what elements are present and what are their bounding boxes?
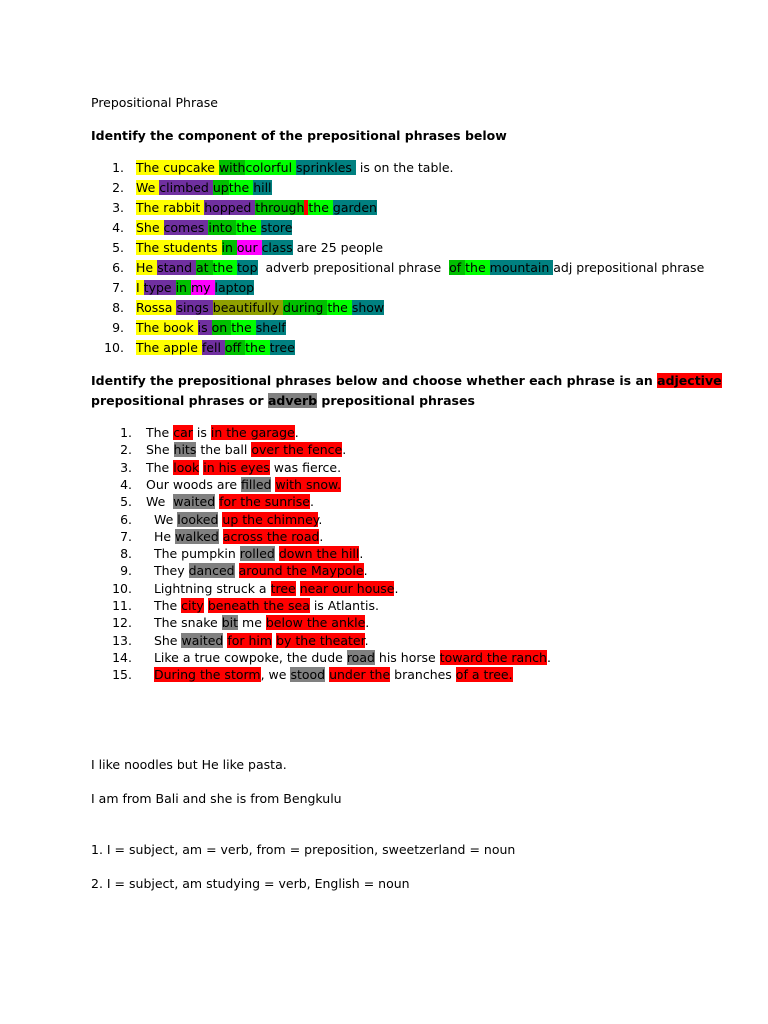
- highlighted-phrase: garden: [332, 200, 377, 215]
- highlighted-phrase: for him: [227, 632, 273, 648]
- highlighted-phrase: The apple: [136, 340, 202, 355]
- highlighted-phrase: is: [197, 320, 212, 335]
- plain-text: She: [146, 442, 174, 458]
- highlighted-phrase: the: [308, 200, 333, 215]
- plain-text: .: [364, 632, 369, 648]
- highlighted-phrase: The students: [136, 240, 222, 255]
- plain-text: is: [192, 425, 211, 440]
- plain-text: [146, 667, 154, 682]
- plain-text: .: [318, 511, 323, 527]
- list-item: [91, 459, 341, 476]
- plain-text: The: [146, 459, 174, 475]
- adverb-label: adverb: [267, 393, 318, 408]
- highlighted-phrase: the: [465, 260, 490, 275]
- list-item: [91, 511, 322, 528]
- highlighted-phrase: fell: [201, 340, 225, 355]
- plain-text: .: [546, 649, 551, 665]
- plain-text: .: [394, 580, 399, 596]
- list-item-number: 3.: [120, 459, 132, 475]
- list-item-number: 9.: [112, 320, 124, 335]
- highlighted-phrase: comes: [163, 220, 209, 235]
- highlighted-phrase: sings: [176, 300, 213, 315]
- highlighted-phrase: down the hill: [278, 546, 360, 562]
- highlighted-phrase: of: [449, 260, 466, 275]
- highlighted-phrase: He: [136, 260, 158, 275]
- highlighted-phrase: the: [228, 180, 254, 195]
- highlighted-phrase: near our house: [299, 580, 395, 596]
- list-item-number: 2.: [120, 442, 132, 458]
- plain-text: .: [294, 425, 299, 440]
- highlighted-phrase: in his eyes: [203, 459, 270, 475]
- highlighted-phrase: in: [221, 240, 237, 255]
- list-item-number: 5.: [112, 240, 124, 255]
- highlighted-phrase: Rossa: [136, 300, 177, 315]
- highlighted-phrase: laptop: [214, 280, 255, 295]
- highlighted-phrase: in: [175, 280, 191, 295]
- highlighted-phrase: tree: [270, 580, 296, 596]
- plain-text: are 25 people: [292, 240, 384, 255]
- plain-text: Like a true cowpoke, the dude: [146, 649, 347, 665]
- paragraph-noodles: I like noodles but He like pasta.: [91, 757, 287, 772]
- highlighted-phrase: The book: [136, 320, 198, 335]
- plain-text: Our woods are: [146, 476, 242, 492]
- highlighted-phrase: danced: [188, 563, 235, 579]
- highlighted-phrase: look: [173, 459, 200, 475]
- list-item: [91, 528, 323, 545]
- highlighted-phrase: type: [143, 280, 176, 295]
- list-item-number: 6.: [112, 260, 124, 275]
- highlighted-phrase: waited: [173, 494, 216, 510]
- list-item-number: 11.: [112, 598, 132, 613]
- plain-text: his horse: [374, 649, 440, 665]
- section2-heading-text: Identify the prepositional phrases below and choose whether each phrase is an: [91, 373, 658, 388]
- list-item: [91, 493, 314, 510]
- highlighted-phrase: for the sunrise: [219, 494, 310, 510]
- section2-heading-text-2b: prepositional phrases: [317, 393, 475, 408]
- plain-text: .: [359, 546, 364, 562]
- list-item-number: 12.: [112, 615, 132, 631]
- highlighted-phrase: class: [261, 240, 293, 255]
- highlighted-phrase: during: [283, 300, 328, 315]
- highlighted-phrase: looked: [177, 511, 219, 527]
- plain-text: .: [309, 494, 314, 510]
- list-item-number: 2.: [112, 180, 124, 195]
- list-item-number: 1.: [120, 425, 132, 440]
- highlighted-phrase: around the Maypole: [238, 563, 364, 579]
- plain-text: They: [146, 563, 189, 579]
- plain-text: We: [146, 511, 178, 527]
- highlighted-phrase: road: [346, 649, 375, 665]
- highlighted-phrase: store: [260, 220, 293, 235]
- list-item: [91, 199, 377, 216]
- list-item-number: 13.: [112, 632, 132, 648]
- plain-text: Lightning struck a: [146, 580, 271, 596]
- highlighted-phrase: across the road: [222, 528, 320, 544]
- paragraph-bali: I am from Bali and she is from Bengkulu: [91, 791, 342, 806]
- highlighted-phrase: sprinkles: [296, 160, 356, 175]
- highlighted-phrase: the: [236, 220, 261, 235]
- highlighted-phrase: waited: [181, 632, 224, 648]
- list-item: [91, 239, 383, 256]
- plain-text: is on the table.: [355, 160, 454, 175]
- list-item-number: 5.: [120, 494, 132, 510]
- highlighted-phrase: up the chimney: [222, 511, 319, 527]
- list-item-number: 1.: [112, 160, 124, 175]
- highlighted-phrase: We: [136, 180, 160, 195]
- list-item: [91, 179, 272, 196]
- highlighted-phrase: at: [195, 260, 213, 275]
- plain-text: branches: [390, 667, 456, 683]
- highlighted-phrase: my: [190, 280, 215, 295]
- highlighted-phrase: up: [212, 180, 229, 195]
- plain-text: the ball: [196, 442, 252, 458]
- list-item: [91, 597, 379, 614]
- list-item: [91, 299, 384, 316]
- plain-text: adverb prepositional phrase: [257, 260, 450, 275]
- highlighted-phrase: hill: [253, 180, 272, 195]
- highlighted-phrase: During the storm: [153, 667, 261, 683]
- highlighted-phrase: city: [181, 598, 204, 613]
- list-item-number: 10.: [112, 580, 132, 596]
- highlighted-phrase: off: [224, 340, 246, 355]
- paragraph-analysis-1: 1. I = subject, am = verb, from = preposition, sweetzerland = noun: [91, 842, 516, 857]
- list-item-number: 4.: [120, 476, 132, 492]
- plain-text: [235, 563, 239, 578]
- plain-text: The: [146, 425, 174, 440]
- list-item-number: 4.: [112, 220, 124, 235]
- plain-text: adj prepositional phrase: [553, 260, 705, 275]
- plain-text: She: [146, 632, 182, 648]
- list-item: [91, 614, 369, 631]
- highlighted-phrase: beneath the sea: [207, 598, 310, 613]
- list-item-number: 9.: [120, 563, 132, 579]
- highlighted-phrase: top: [237, 260, 258, 275]
- highlighted-phrase: the: [212, 260, 238, 275]
- highlighted-phrase: our: [236, 240, 262, 255]
- highlighted-phrase: the: [327, 300, 352, 315]
- highlighted-phrase: shelf: [255, 320, 286, 335]
- highlighted-phrase: The rabbit: [136, 200, 205, 215]
- paragraph-analysis-2: 2. I = subject, am studying = verb, English = noun: [91, 876, 410, 891]
- list-item-number: 8.: [112, 300, 124, 315]
- list-item: [91, 632, 369, 649]
- section2-heading-line2: [91, 392, 475, 409]
- highlighted-phrase: colorful: [245, 160, 297, 175]
- highlighted-phrase: climbed: [159, 180, 213, 195]
- highlighted-phrase: The cupcake: [136, 160, 219, 175]
- highlighted-phrase: on: [211, 320, 232, 335]
- plain-text: He: [146, 528, 176, 544]
- list-item-number: 3.: [112, 200, 124, 215]
- highlighted-phrase: show: [351, 300, 385, 315]
- highlighted-phrase: the: [245, 340, 270, 355]
- list-item: [91, 476, 341, 493]
- highlighted-phrase: over the fence: [251, 442, 343, 458]
- list-item: [91, 649, 551, 666]
- plain-text: was fierce.: [269, 459, 342, 475]
- list-item-number: 6.: [120, 511, 132, 527]
- highlighted-phrase: below the ankle: [265, 615, 366, 631]
- highlighted-phrase: rolled: [239, 546, 275, 562]
- list-item: [91, 219, 292, 236]
- plain-text: .: [365, 615, 370, 631]
- plain-text: The pumpkin: [146, 546, 240, 562]
- highlighted-phrase: hopped: [204, 200, 256, 215]
- plain-text: me: [238, 615, 266, 631]
- list-item: [91, 441, 346, 458]
- highlighted-phrase: hits: [173, 442, 197, 458]
- highlighted-phrase: the: [231, 320, 256, 335]
- highlighted-phrase: stand: [157, 260, 196, 275]
- list-item: [91, 666, 513, 683]
- highlighted-phrase: toward the ranch: [439, 649, 547, 665]
- plain-text: We: [146, 494, 174, 510]
- list-item-number: 8.: [120, 546, 132, 562]
- highlighted-phrase: through: [255, 200, 305, 215]
- list-item-number: 14.: [112, 649, 132, 665]
- plain-text: The snake: [146, 615, 222, 631]
- plain-text: .: [342, 442, 347, 458]
- section2-heading-line1: [91, 372, 722, 389]
- highlighted-phrase: in the garage: [210, 425, 295, 440]
- highlighted-phrase: car: [173, 425, 193, 440]
- document-title: Prepositional Phrase: [91, 95, 218, 110]
- list-item-number: 7.: [112, 280, 124, 295]
- highlighted-phrase: tree: [269, 340, 295, 355]
- list-item-number: 10.: [104, 340, 124, 355]
- section1-heading: Identify the component of the prepositional phrases below: [91, 128, 507, 143]
- plain-text: The: [146, 598, 182, 613]
- list-item: [91, 562, 368, 579]
- list-item: [91, 259, 704, 276]
- highlighted-phrase: under the: [329, 667, 391, 683]
- highlighted-phrase: walked: [175, 528, 219, 544]
- list-item: [91, 319, 286, 336]
- highlighted-phrase: stood: [290, 667, 326, 683]
- section2-heading-text-2a: prepositional phrases or: [91, 393, 268, 408]
- adjective-label: adjective: [657, 373, 722, 388]
- highlighted-phrase: bit: [221, 615, 239, 631]
- highlighted-phrase: into: [208, 220, 237, 235]
- list-item: [91, 159, 454, 176]
- highlighted-phrase: filled: [241, 476, 272, 492]
- plain-text: , we: [260, 667, 291, 683]
- list-item: [91, 339, 295, 356]
- list-item: [91, 580, 398, 597]
- highlighted-phrase: by the theater: [276, 632, 365, 648]
- list-item: [91, 279, 254, 296]
- list-item: [91, 545, 363, 562]
- plain-text: .: [319, 528, 324, 544]
- list-item-number: 7.: [120, 528, 132, 544]
- highlighted-phrase: I: [136, 280, 144, 295]
- list-item-number: 15.: [112, 667, 132, 683]
- plain-text: .: [363, 563, 368, 579]
- highlighted-phrase: of a tree.: [455, 667, 513, 683]
- highlighted-phrase: with: [218, 160, 246, 175]
- list-item: [91, 424, 299, 441]
- highlighted-phrase: mountain: [489, 260, 554, 275]
- highlighted-phrase: with snow.: [275, 476, 342, 492]
- highlighted-phrase: beautifully: [212, 300, 283, 315]
- plain-text: is Atlantis.: [309, 598, 379, 613]
- highlighted-phrase: She: [136, 220, 164, 235]
